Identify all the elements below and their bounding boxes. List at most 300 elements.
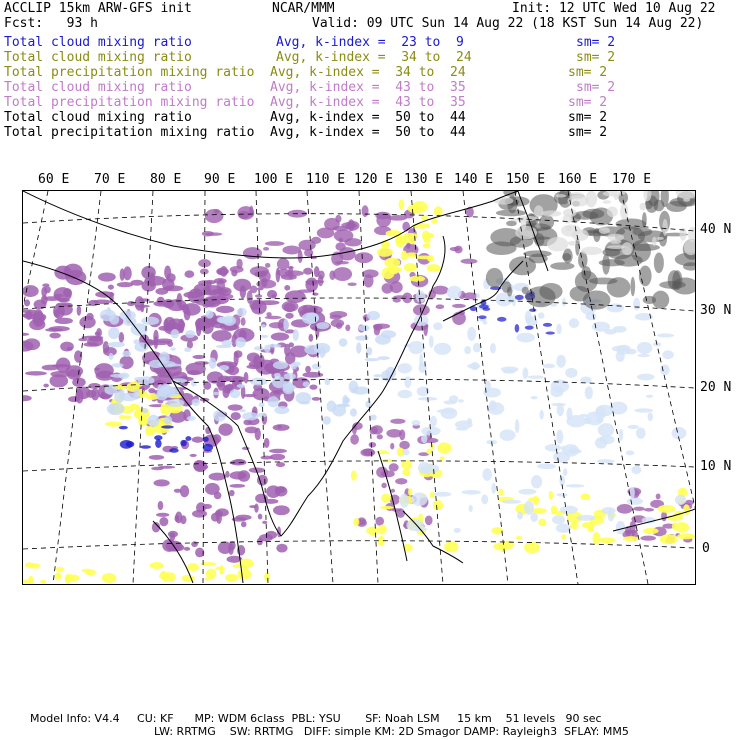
upper-level-cloud [239,409,245,412]
upper-level-cloud [402,449,409,455]
mid-level-cloud [249,505,257,508]
upper-level-cloud [325,378,331,385]
upper-level-cloud [356,342,361,353]
upper-level-cloud [109,353,114,360]
upper-level-cloud [312,363,321,369]
legend-sm: sm= 2 [568,125,608,140]
mid-level-cloud [374,326,380,335]
low-level-cloud [658,505,676,513]
upper-level-cloud [500,429,516,440]
low-level-cloud [561,534,566,539]
dense-cloud [547,237,568,251]
mid-level-cloud [211,330,231,342]
low-level-cloud [430,443,434,450]
low-level-cloud [264,572,270,581]
mid-level-cloud [95,331,100,336]
lat-label: 0 [702,541,710,556]
low-level-cloud [660,534,678,544]
mid-level-cloud [271,333,289,341]
mid-level-cloud [196,321,202,336]
mid-level-cloud [23,333,29,336]
upper-level-cloud [110,374,126,378]
mid-level-cloud [154,479,170,486]
mid-level-cloud [241,317,246,326]
upper-level-cloud [607,508,614,521]
lon-label: 70 E [94,172,126,187]
upper-level-cloud [476,293,480,298]
upper-level-cloud [123,317,136,326]
mid-level-cloud [285,270,304,276]
upper-level-cloud [660,365,670,376]
upper-level-cloud [562,297,566,306]
mid-level-cloud [238,470,250,482]
dense-cloud [486,268,503,288]
low-level-cloud [384,258,400,268]
dense-cloud [656,237,664,240]
mid-level-cloud [330,315,342,320]
dense-cloud [568,241,576,246]
upper-level-cloud [222,340,233,346]
upper-level-cloud [631,466,641,474]
upper-level-cloud [169,448,179,452]
dense-cloud [526,286,556,307]
dense-cloud [583,290,611,309]
dense-cloud [666,201,686,212]
upper-level-cloud [126,441,135,447]
lon-label: 90 E [204,172,236,187]
upper-level-cloud [381,330,396,338]
mid-level-cloud [217,279,226,292]
mid-level-cloud [26,310,33,320]
mid-level-cloud [350,434,359,445]
mid-level-cloud [303,306,308,311]
mid-level-cloud [214,492,222,499]
low-level-cloud [549,491,554,500]
mid-level-cloud [263,247,269,251]
mid-level-cloud [88,383,100,389]
upper-level-cloud [565,368,577,378]
upper-level-cloud [284,373,296,380]
mid-level-cloud [259,300,280,305]
upper-level-cloud [170,347,175,350]
low-level-cloud [404,263,417,272]
mid-level-cloud [164,265,171,278]
mid-level-cloud [258,514,263,520]
mid-level-cloud [225,471,229,478]
upper-level-cloud [430,416,437,427]
upper-level-cloud [633,298,640,311]
upper-level-cloud [259,402,265,407]
upper-level-cloud [155,439,161,448]
mid-level-cloud [282,301,299,312]
mid-level-cloud [192,437,204,443]
upper-level-cloud [491,483,496,494]
mid-level-cloud [50,374,69,387]
mid-level-cloud [288,266,293,279]
low-level-cloud [491,527,503,534]
forecast-hour: Fcst: 93 h [4,16,98,31]
low-level-cloud [377,248,393,257]
upper-level-cloud [531,396,538,399]
upper-level-cloud [268,396,280,407]
dense-cloud [523,250,551,257]
upper-level-cloud [657,333,674,337]
low-level-cloud [423,244,431,249]
mid-level-cloud [333,267,352,281]
upper-level-cloud [518,489,536,495]
mid-level-cloud [389,463,399,471]
upper-level-cloud [108,327,119,339]
dense-cloud [607,277,631,297]
upper-level-cloud [412,420,421,426]
mid-level-cloud [276,544,287,553]
mid-level-cloud [276,462,285,467]
low-level-cloud [28,563,40,569]
upper-level-cloud [408,341,424,354]
mid-level-cloud [67,347,73,351]
upper-level-cloud [662,350,673,359]
low-level-cloud [145,426,155,436]
mid-level-cloud [157,297,165,305]
mid-level-cloud [266,485,281,498]
mid-level-cloud [452,304,466,308]
upper-level-cloud [404,376,411,387]
upper-level-cloud [434,343,451,355]
upper-level-cloud [218,317,233,324]
upper-level-cloud [429,335,434,347]
mid-level-cloud [175,512,182,524]
upper-level-cloud [203,444,213,452]
low-level-cloud [412,201,428,213]
low-level-cloud [434,206,443,216]
mid-level-cloud [135,305,150,308]
low-level-cloud [55,567,64,572]
upper-level-cloud [580,376,591,383]
upper-level-cloud [184,347,191,352]
legend-sm: sm= 2 [576,80,616,95]
mid-level-cloud [375,517,384,526]
upper-level-cloud [109,404,114,413]
dense-cloud [662,219,667,236]
mid-level-cloud [187,370,201,375]
mid-level-cloud [306,281,317,285]
mid-level-cloud [617,504,633,514]
low-level-cloud [402,468,410,476]
mid-level-cloud [77,305,82,316]
low-level-cloud [159,573,169,579]
mid-level-cloud [363,448,375,455]
low-level-cloud [524,542,540,553]
mid-level-cloud [215,510,223,516]
low-level-cloud [582,522,595,529]
low-level-cloud [412,223,430,229]
upper-level-cloud [355,335,369,340]
low-level-cloud [243,565,248,570]
mid-level-cloud [371,425,383,434]
low-level-cloud [40,580,46,584]
mid-level-cloud [42,365,59,371]
mid-level-cloud [205,209,224,223]
dense-cloud [652,237,657,247]
lat-label: 40 N [700,222,732,237]
mid-level-cloud [42,283,49,287]
model-title: ACCLIP 15km ARW-GFS init [4,1,192,16]
upper-level-cloud [556,324,561,335]
mid-level-cloud [156,339,172,343]
lon-label: 80 E [150,172,182,187]
lon-label: 100 E [254,172,294,187]
upper-level-cloud [185,436,191,441]
legend-field: Total cloud mixing ratio [4,80,192,95]
mid-level-cloud [265,263,270,268]
low-level-cloud [105,421,122,426]
upper-level-cloud [531,475,542,488]
mid-level-cloud [254,503,259,512]
mid-level-cloud [232,377,242,382]
upper-level-cloud [481,494,488,504]
init-time: Init: 12 UTC Wed 10 Aug 22 [512,1,716,16]
upper-level-cloud [478,315,487,319]
dense-cloud [630,277,635,296]
low-level-cloud [427,255,434,262]
mid-level-cloud [243,247,262,259]
upper-level-cloud [619,429,623,441]
upper-level-cloud [556,430,563,444]
upper-level-cloud [160,357,166,361]
mid-level-cloud [23,285,39,297]
upper-level-cloud [467,363,480,368]
upper-level-cloud [322,416,330,425]
upper-level-cloud [609,401,627,414]
mid-level-cloud [158,501,164,510]
mid-level-cloud [180,485,189,497]
upper-level-cloud [100,309,116,321]
lat-label: 20 N [700,380,732,395]
mid-level-cloud [108,284,114,289]
low-level-cloud [643,528,659,534]
mid-level-cloud [236,259,242,269]
mid-level-cloud [162,278,174,291]
low-level-cloud [623,536,639,541]
upper-level-cloud [237,384,246,388]
upper-level-cloud [648,412,654,421]
upper-level-cloud [112,363,124,367]
upper-level-cloud [604,329,616,335]
low-level-cloud [444,541,459,552]
upper-level-cloud [209,358,217,369]
upper-level-cloud [596,418,603,422]
low-level-cloud [426,448,432,454]
dense-cloud [509,256,536,275]
upper-level-cloud [273,361,288,369]
upper-level-cloud [628,425,639,429]
mid-level-cloud [43,384,48,388]
upper-level-cloud [556,355,566,368]
upper-level-cloud [291,362,298,369]
upper-level-cloud [108,342,126,347]
low-level-cloud [409,276,425,282]
low-level-cloud [187,563,199,571]
mid-level-cloud [231,412,241,420]
upper-level-cloud [164,416,172,425]
mid-level-cloud [425,515,433,525]
mid-level-cloud [273,505,290,515]
mid-level-cloud [390,419,405,424]
mid-level-cloud [72,378,85,387]
upper-level-cloud [272,376,286,388]
mid-level-cloud [363,274,373,287]
upper-level-cloud [159,386,176,398]
upper-level-cloud [490,343,496,354]
upper-level-cloud [185,330,195,338]
upper-level-cloud [119,426,128,429]
upper-level-cloud [551,403,566,406]
mid-level-cloud [362,205,369,217]
upper-level-cloud [537,463,556,469]
upper-level-cloud [293,329,299,341]
mid-level-cloud [228,543,234,555]
upper-level-cloud [339,338,348,346]
mid-level-cloud [120,356,134,369]
mid-level-cloud [117,282,133,287]
dense-cloud [621,242,632,255]
upper-level-cloud [400,494,409,508]
upper-level-cloud [141,317,159,325]
mid-level-cloud [154,336,158,349]
upper-level-cloud [303,381,310,386]
low-level-cloud [430,492,435,498]
low-level-cloud [182,575,195,582]
valid-time: Valid: 09 UTC Sun 14 Aug 22 (18 KST Sun 14 Aug 22) [312,16,704,31]
legend-field: Total cloud mixing ratio [4,50,192,65]
upper-level-cloud [563,468,568,476]
low-level-cloud [427,264,441,272]
upper-level-cloud [637,342,653,354]
mid-level-cloud [123,266,132,280]
upper-level-cloud [441,407,458,419]
dense-cloud [581,247,602,255]
upper-level-cloud [462,490,481,495]
low-level-cloud [408,488,412,496]
upper-level-cloud [418,462,431,474]
upper-level-cloud [171,329,179,339]
low-level-cloud [399,199,405,209]
mid-level-cloud [312,293,318,296]
upper-level-cloud [569,318,579,328]
low-level-cloud [396,236,410,244]
low-level-cloud [353,518,359,526]
legend-sm: sm= 2 [576,50,616,65]
upper-level-cloud [543,323,552,327]
upper-level-cloud [213,410,226,422]
mid-level-cloud [266,312,271,317]
upper-level-cloud [543,364,555,369]
mid-level-cloud [135,296,145,311]
mid-level-cloud [193,460,207,472]
upper-level-cloud [133,339,139,344]
mid-level-cloud [391,489,395,493]
legend-avg: Avg, k-index = 50 to 44 [270,125,466,140]
mid-level-cloud [229,490,235,496]
dense-cloud [494,197,514,205]
mid-level-cloud [184,547,190,551]
mid-level-cloud [284,344,291,356]
upper-level-cloud [352,387,370,395]
mid-level-cloud [244,372,249,384]
dense-cloud [607,234,624,241]
mid-level-cloud [216,268,229,276]
upper-level-cloud [612,346,629,352]
upper-level-cloud [274,406,289,414]
upper-level-cloud [636,428,646,439]
dense-cloud [607,207,618,218]
mid-level-cloud [184,270,194,278]
legend-avg: Avg, k-index = 23 to 9 [276,35,464,50]
legend-avg: Avg, k-index = 34 to 24 [276,50,472,65]
upper-level-cloud [538,312,544,318]
upper-level-cloud [358,325,370,331]
upper-level-cloud [260,335,268,338]
mid-level-cloud [233,459,246,464]
mid-level-cloud [282,246,301,255]
low-level-cloud [498,489,503,496]
mid-level-cloud [450,247,460,251]
mid-level-cloud [203,382,211,390]
mid-level-cloud [94,367,100,370]
upper-level-cloud [637,354,649,357]
dense-cloud [599,227,610,234]
mid-level-cloud [247,352,260,361]
upper-level-cloud [187,416,196,421]
upper-level-cloud [502,500,522,504]
low-level-cloud [85,570,97,576]
upper-level-cloud [552,515,565,524]
model-info-line1: Model Info: V4.4 CU: KF MP: WDM 6class PBL: YSU SF: Noah LSM 15 km 51 levels 90 sec [30,712,602,725]
upper-level-cloud [454,528,461,533]
lon-label: 170 E [612,172,652,187]
mid-level-cloud [149,455,164,460]
low-level-cloud [683,504,690,515]
mid-level-cloud [86,313,94,320]
legend-avg: Avg, k-index = 34 to 24 [270,65,466,80]
mid-level-cloud [265,316,282,320]
mid-level-cloud [202,231,214,236]
map-panel[interactable] [22,190,696,585]
mid-level-cloud [312,397,321,401]
upper-level-cloud [675,495,686,505]
mid-level-cloud [194,361,209,365]
upper-level-cloud [569,447,577,454]
legend-avg: Avg, k-index = 50 to 44 [270,110,466,125]
dense-cloud [534,205,543,217]
upper-level-cloud [501,366,519,372]
mid-level-cloud [242,447,250,450]
low-level-cloud [538,519,546,527]
low-level-cloud [439,456,444,460]
upper-level-cloud [467,418,472,424]
low-level-cloud [580,493,590,500]
low-level-cloud [215,567,225,571]
low-level-cloud [401,460,412,469]
lat-label: 10 N [700,459,732,474]
low-level-cloud [433,500,443,510]
legend-sm: sm= 2 [568,110,608,125]
dense-cloud [632,227,652,236]
mid-level-cloud [382,283,393,293]
mid-level-cloud [216,306,234,313]
upper-level-cloud [242,412,258,420]
mid-level-cloud [127,301,135,306]
